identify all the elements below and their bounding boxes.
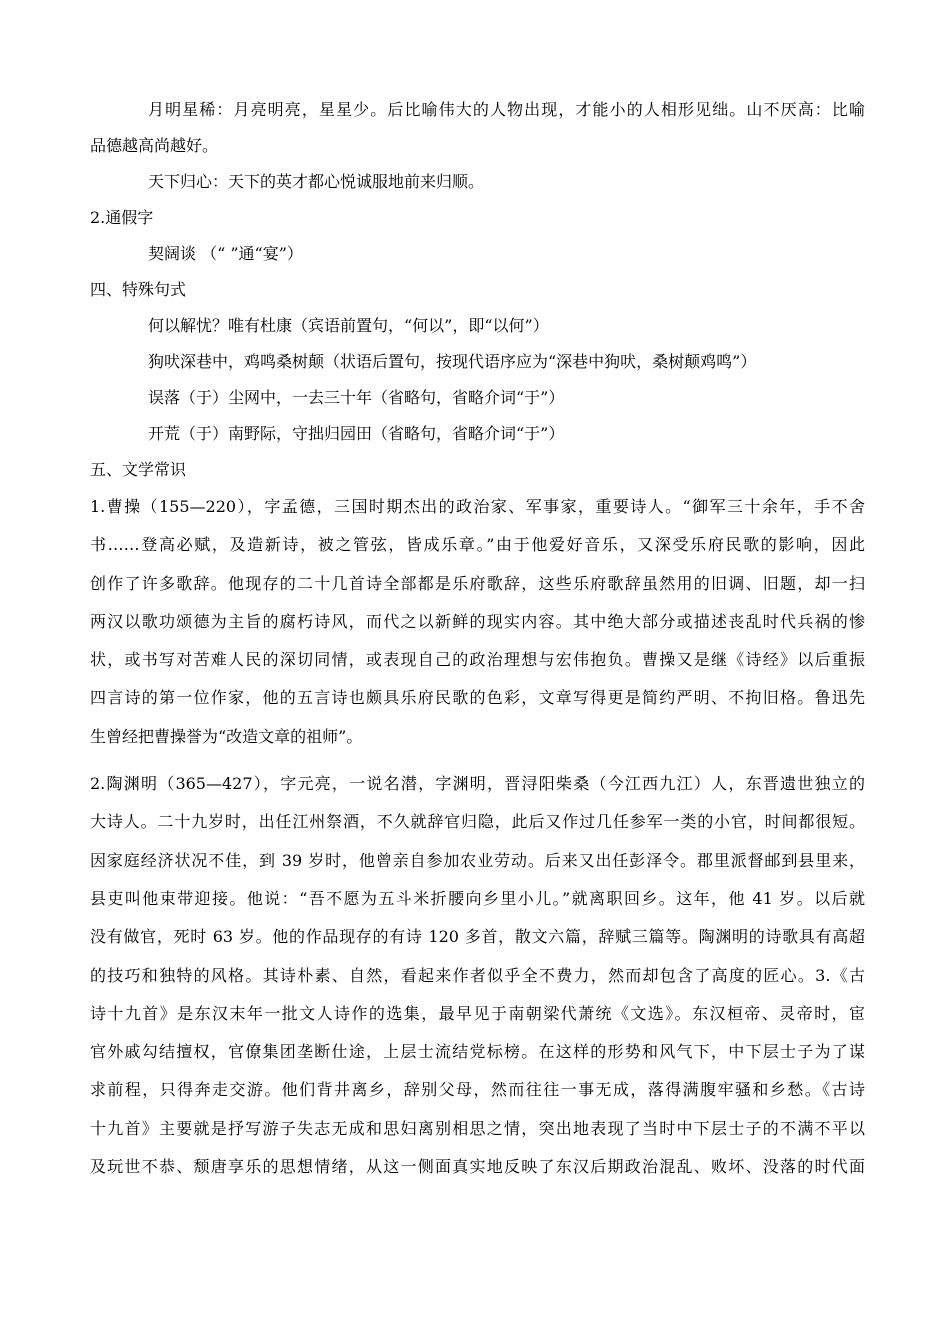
paragraph-line: 误落（于）尘网中，一去三十年（省略句，省略介词“于”） (148, 388, 565, 407)
literature-item-tao-yuanming (90, 765, 865, 1186)
paragraph-line: 何以解忧？唯有杜康（宾语前置句，“何以”，即“以何”） (148, 316, 549, 335)
item-line: 县吏叫他束带迎接。他说：“吾不愿为五斗米折腰向乡里小儿。”就离职回乡。这年，他 41 岁。以后就 (90, 888, 865, 908)
item-line: 大诗人。二十九岁时，出任江州祭酒，不久就辞官归隐，此后又作过几任参军一类的小官，时间都很短。 (90, 812, 865, 832)
item-line: 诗十九首》是东汉末年一批文人诗作的选集，最早见于南朝梁代萧统《文选》。东汉桓帝、灵帝时，宦 (90, 1003, 865, 1023)
paragraph-line: 狗吠深巷中，鸡鸣桑树颠（状语后置句，按现代语序应为“深巷中狗吠，桑树颠鸡鸣”） (148, 352, 757, 371)
item-line: 的技巧和独特的风格。其诗朴素、自然，看起来作者似乎全不费力，然而却包含了高度的匠心。3.《古 (90, 965, 865, 985)
item-line: 两汉以歌功颂德为主旨的腐朽诗风，而代之以新鲜的现实内容。其中绝大部分或描述丧乱时代兵祸的惨 (90, 611, 865, 631)
item-line: 十九首》主要就是抒写游子失志无成和思妇离别相思之情，突出地表现了当时中下层士子的不满不平以 (90, 1118, 865, 1138)
item-line: 因家庭经济状况不佳，到 39 岁时，他曾亲自参加农业劳动。后来又出任彭泽令。郡里派督邮到县里来， (90, 850, 865, 870)
paragraph-line: 契阔谈 （“ ”通“宴”） (148, 244, 303, 263)
section-heading: 四、特殊句式 (90, 280, 187, 299)
item-line: 没有做官，死时 63 岁。他的作品现存的有诗 120 多首，散文六篇，辞赋三篇等。陶渊明的诗歌具有高超 (90, 927, 865, 947)
item-line: 创作了许多歌辞。他现存的二十几首诗全部都是乐府歌辞，这些乐府歌辞虽然用的旧调、旧题，却一扫 (90, 573, 865, 593)
item-line: 四言诗的第一位作家，他的五言诗也颇具乐府民歌的色彩，文章写得更是简约严明、不拘旧格。鲁迅先 (90, 688, 865, 708)
paragraph-line: 品德越高尚越好。 (90, 136, 219, 155)
item-line: 及玩世不恭、颓唐享乐的思想情绪，从这一侧面真实地反映了东汉后期政治混乱、败坏、没落的时代面 (90, 1157, 865, 1177)
section-heading: 2.通假字 (90, 208, 154, 227)
paragraph-line: 天下归心：天下的英才都心悦诚服地前来归顺。 (148, 172, 485, 191)
item-line: 求前程，只得奔走交游。他们背井离乡，辞别父母，然而往往一事无成，落得满腹牢骚和乡愁。《古诗 (90, 1080, 865, 1100)
item-line: 1.曹操（155—220），字孟德，三国时期杰出的政治家、军事家，重要诗人。“御军三十余年，手不舍 (90, 497, 865, 516)
paragraph-line: 开荒（于）南野际，守拙归园田（省略句，省略介词“于”） (148, 424, 565, 443)
section-heading: 五、文学常识 (90, 460, 187, 479)
item-line: 2.陶渊明（365—427），字元亮，一说名潜，字渊明，晋浔阳柴桑（今江西九江）人，东晋遗世独立的 (90, 774, 865, 794)
item-line: 书……登高必赋，及造新诗，被之管弦，皆成乐章。”由于他爱好音乐，又深受乐府民歌的影响，因此 (90, 535, 865, 555)
item-line: 生曾经把曹操誉为“改造文章的祖师”。 (90, 726, 363, 746)
document-body (90, 92, 865, 1195)
paragraph-line: 月明星稀：月亮明亮，星星少。后比喻伟大的人物出现，才能小的人相形见绌。山不厌高：比喻 (148, 100, 865, 119)
item-line: 官外戚勾结擅权，官僚集团垄断仕途，上层士流结党标榜。在这样的形势和风气下，中下层士子为了谋 (90, 1042, 865, 1062)
item-line: 状，或书写对苦难人民的深切同情，或表现自己的政治理想与宏伟抱负。曹操又是继《诗经》以后重振 (90, 650, 865, 670)
literature-item-cao-cao (90, 488, 865, 756)
